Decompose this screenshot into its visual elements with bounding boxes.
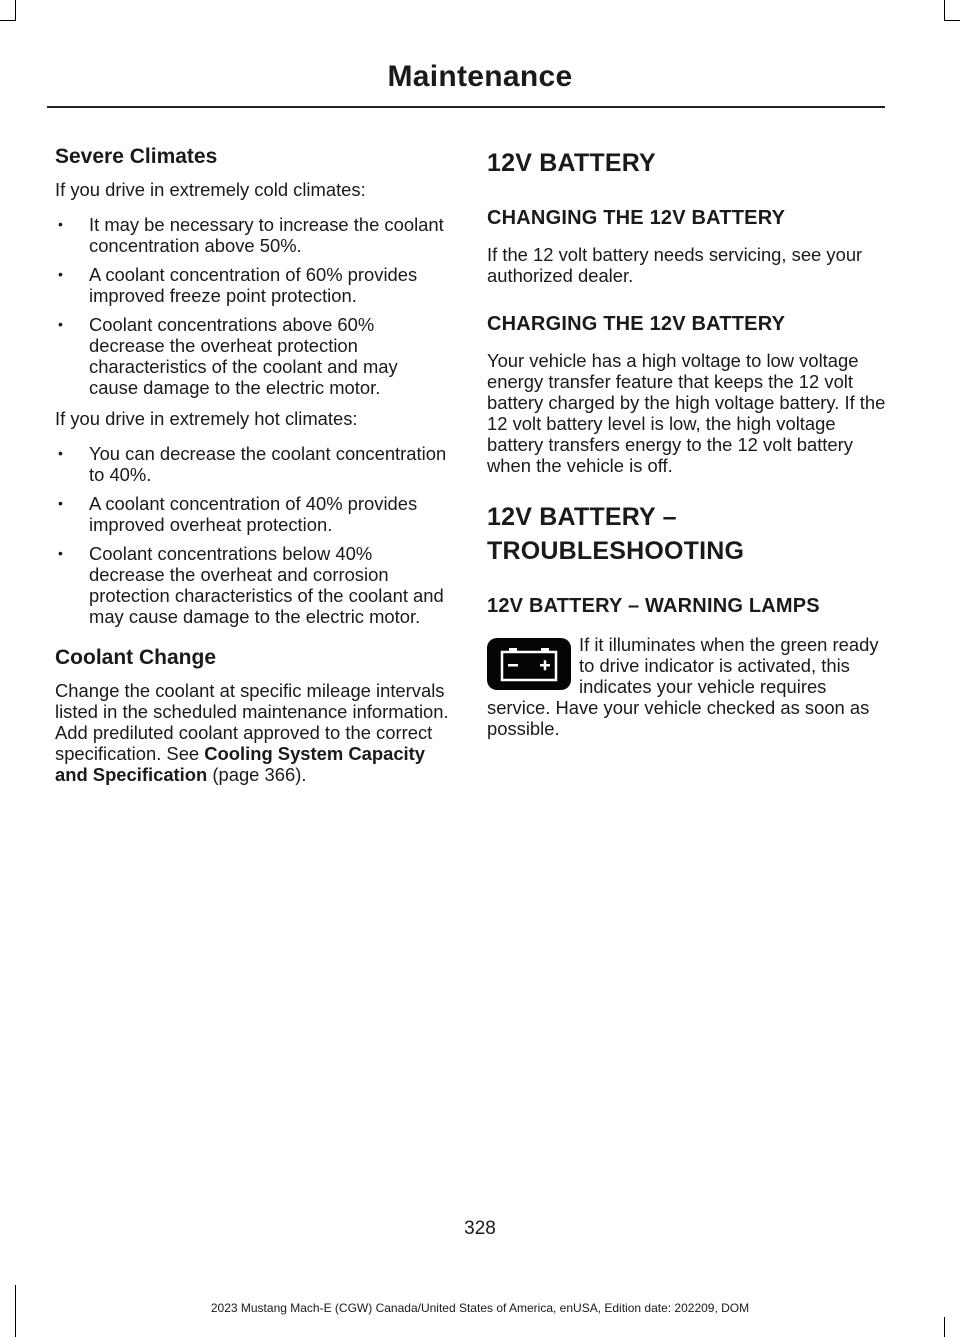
list-item: • A coolant concentration of 60% provides improved freeze point protection. — [55, 264, 450, 306]
cooling-system-link[interactable]: Cooling System Capacity and Specification — [55, 743, 426, 786]
page-reference: (page 366). — [207, 764, 307, 786]
warning-lamp-block — [487, 634, 887, 739]
edition-note: 2023 Mustang Mach-E (CGW) Canada/United States of America, enUSA, Edition date: 202209, DOM — [210, 1301, 750, 1315]
changing-battery-text: If the 12 volt battery needs servicing, see your authorized dealer. — [487, 244, 863, 286]
battery-section-title: 12V BATTERY — [487, 149, 656, 177]
left-column — [55, 144, 450, 799]
changing-battery-heading: CHANGING THE 12V BATTERY — [487, 207, 786, 229]
coolant-change-text — [55, 680, 450, 785]
cold-climates-list — [55, 214, 450, 398]
list-item: • You can decrease the coolant concentration to 40%. — [55, 443, 450, 485]
battery-warning-icon-graphic — [487, 638, 571, 690]
charging-battery-heading: CHARGING THE 12V BATTERY — [487, 313, 786, 335]
crop-mark-top-right-h — [944, 20, 960, 21]
list-item: • A coolant concentration of 40% provides improved overheat protection. — [55, 493, 450, 535]
warning-lamps-heading: 12V BATTERY – WARNING LAMPS — [487, 595, 820, 617]
charging-battery-text: Your vehicle has a high voltage to low voltage energy transfer feature that keeps the 12 volt battery charged by the high voltage battery. If the 12 volt battery level is low, the high voltage battery transfers energy to the 12 volt battery when the vehicle is off. — [487, 350, 886, 476]
crop-mark-top-left — [15, 0, 16, 20]
battery-warning-icon — [487, 638, 571, 690]
hot-climates-list — [55, 443, 450, 627]
coolant-change-body: Change the coolant at specific mileage intervals listed in the scheduled maintenance information. Add prediluted coolant approved to the correct specification. See — [55, 680, 449, 765]
cold-climates-intro: If you drive in extremely cold climates: — [55, 179, 366, 201]
right-column — [487, 144, 887, 753]
list-item: • Coolant concentrations above 60% decrease the overheat protection characteristics of the coolant and may cause damage to the electric motor. — [55, 314, 450, 398]
coolant-change-heading: Coolant Change — [55, 646, 216, 670]
page-header-title: Maintenance — [387, 60, 573, 93]
troubleshooting-title-line1: 12V BATTERY – — [487, 503, 677, 531]
list-item: • Coolant concentrations below 40% decrease the overheat and corrosion protection characteristics of the coolant and may cause damage to the electric motor. — [55, 543, 450, 627]
troubleshooting-title-line2: TROUBLESHOOTING — [487, 537, 745, 565]
header-divider — [47, 106, 885, 108]
severe-climates-heading: Severe Climates — [55, 145, 218, 168]
list-item: • It may be necessary to increase the coolant concentration above 50%. — [55, 214, 450, 256]
hot-climates-intro: If you drive in extremely hot climates: — [55, 408, 358, 430]
page-number: 328 — [464, 1218, 496, 1239]
warning-lamp-text: If it illuminates when the green ready to drive indicator is activated, this indicates your vehicle requires service. Have your vehicle checked as soon as possible. — [487, 634, 879, 739]
crop-mark-bottom-right — [944, 1317, 945, 1337]
crop-mark-top-right — [944, 0, 945, 20]
crop-mark-top-left-h — [0, 20, 16, 21]
